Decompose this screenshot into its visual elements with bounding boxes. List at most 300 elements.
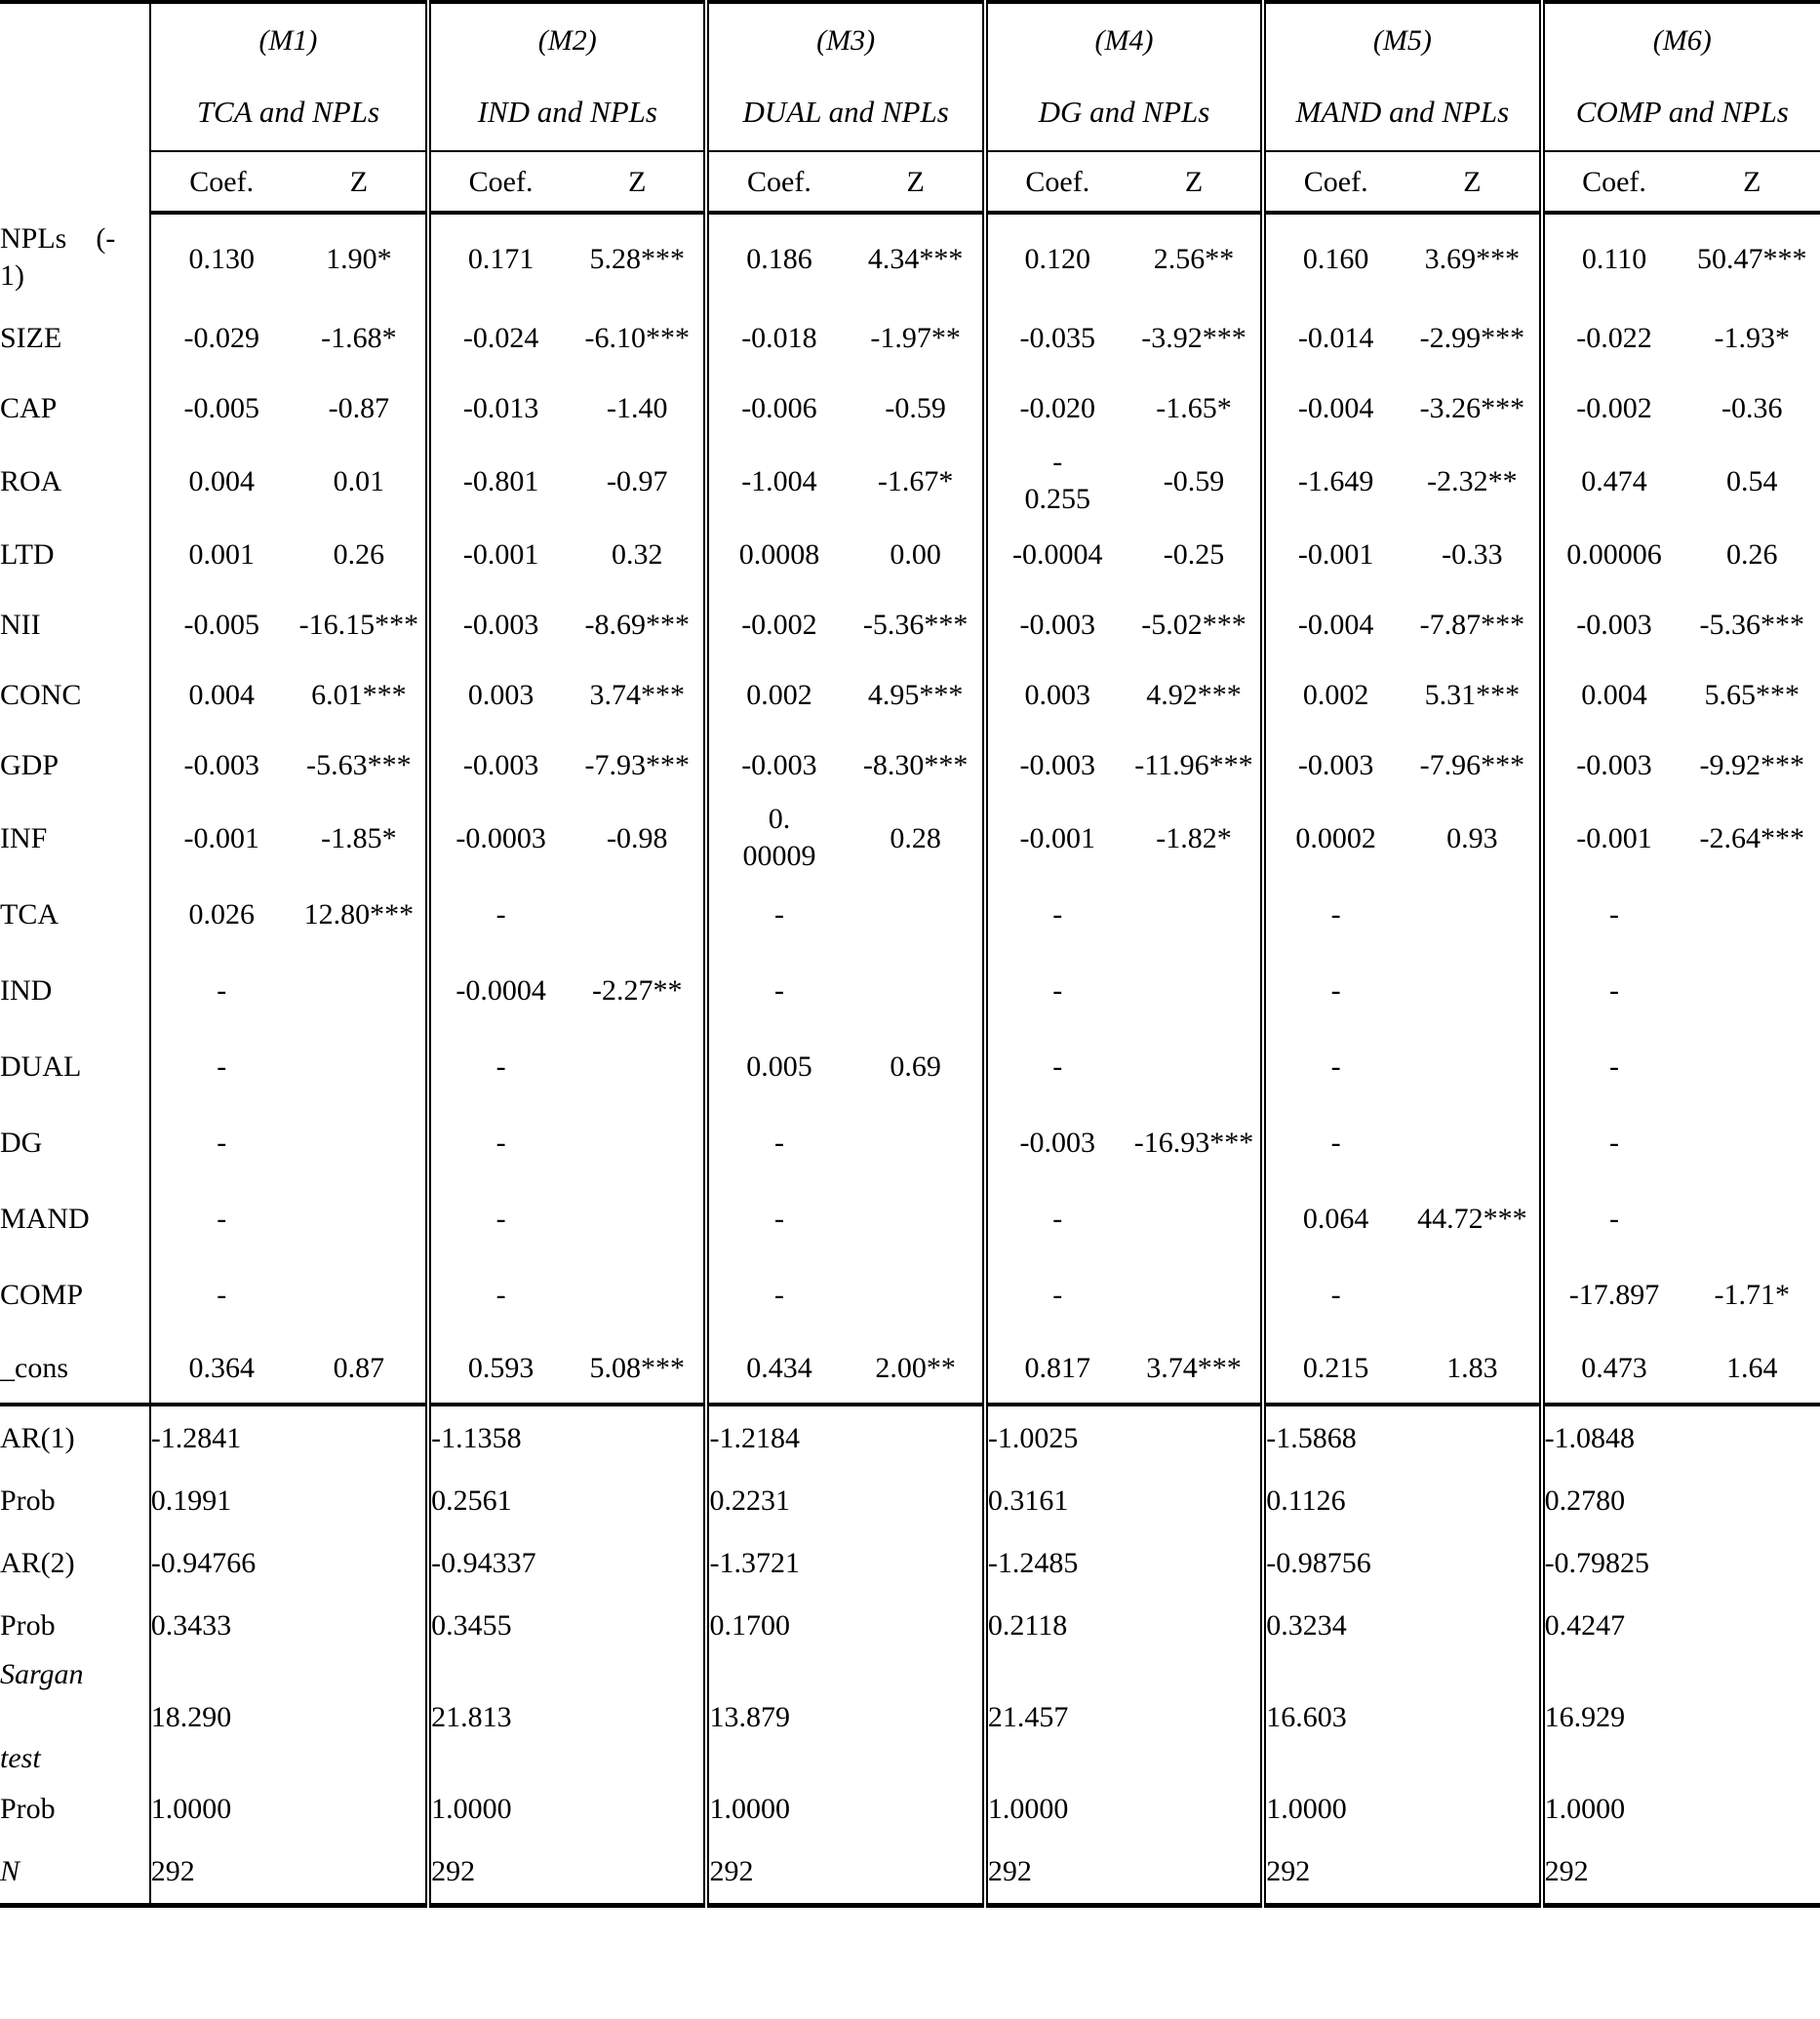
cell-z — [1128, 952, 1263, 1028]
stat-value: -1.1358 — [428, 1405, 706, 1469]
cell-coef: -0.006 — [706, 373, 849, 443]
stat-value: -0.94337 — [428, 1531, 706, 1594]
coef-subheader-2: Coef. — [428, 151, 571, 213]
cell-z: -5.36*** — [1699, 608, 1804, 641]
row-label-ltd: LTD — [0, 519, 150, 589]
row-label-cap: CAP — [0, 373, 150, 443]
cell-z: -16.15*** — [298, 608, 419, 641]
cell-coef: 0.434 — [706, 1332, 849, 1405]
cell-coef: -17.897 — [1542, 1256, 1684, 1332]
cell-z: 0.69 — [890, 1049, 941, 1083]
coef-subheader-1: Coef. — [150, 151, 293, 213]
stat-value: 1.0000 — [1542, 1778, 1820, 1841]
stat-value: 0.3161 — [985, 1469, 1263, 1531]
cell-z: 1.90* — [326, 242, 392, 275]
cell-z: 0.87 — [293, 1332, 428, 1405]
stat-label-prob: Prob — [0, 1778, 150, 1841]
cell-z: 5.65*** — [1704, 678, 1800, 711]
cell-coef: -0.003 — [985, 589, 1128, 659]
cell-z: -0.33 — [1442, 537, 1503, 571]
cell-coef: - — [150, 1256, 293, 1332]
cell-z — [1405, 952, 1541, 1028]
cell-coef: 0.064 — [1263, 1180, 1405, 1256]
cell-coef: 0.004 — [150, 443, 293, 519]
cell-z: -1.82* — [1156, 821, 1232, 854]
cell-coef: - — [985, 1028, 1128, 1104]
cell-coef: - — [428, 876, 571, 952]
stat-value: 13.879 — [706, 1656, 984, 1778]
row-label-tca: TCA — [0, 876, 150, 952]
cell-z — [1405, 1028, 1541, 1104]
stat-value: 1.0000 — [428, 1778, 706, 1841]
cell-coef: - — [985, 876, 1128, 952]
coef-subheader-4: Coef. — [985, 151, 1128, 213]
cell-z: 0.93 — [1446, 821, 1498, 854]
row-label-inf: INF — [0, 800, 150, 876]
stat-label-ar-2-: AR(2) — [0, 1531, 150, 1594]
cell-coef: 0.473 — [1542, 1332, 1684, 1405]
cell-coef: 0.026 — [150, 876, 293, 952]
cell-z: 1.83 — [1405, 1332, 1541, 1405]
cell-coef: 0.120 — [985, 213, 1128, 302]
stat-value: 18.290 — [150, 1656, 428, 1778]
cell-z — [1128, 876, 1263, 952]
cell-coef: 0.002 — [1263, 659, 1405, 730]
cell-z — [571, 876, 706, 952]
cell-coef: 0.817 — [985, 1332, 1128, 1405]
stat-label-sargan-test — [0, 1656, 150, 1778]
cell-coef: 0.005 — [706, 1028, 849, 1104]
stat-value: -1.2485 — [985, 1531, 1263, 1594]
cell-z: -0.25 — [1163, 537, 1225, 571]
coef-subheader-3: Coef. — [706, 151, 849, 213]
cell-z: -0.98 — [607, 821, 668, 854]
cell-coef: - — [1263, 952, 1405, 1028]
stat-value: 292 — [428, 1841, 706, 1906]
cell-z: 44.72*** — [1417, 1202, 1527, 1235]
cell-coef: -0.003 — [985, 730, 1128, 800]
cell-coef: -0.018 — [706, 302, 849, 373]
cell-coef: 0.00006 — [1542, 519, 1684, 589]
cell-z: -1.68* — [321, 321, 397, 354]
cell-z: -1.40 — [607, 391, 668, 424]
cell-z — [849, 876, 984, 952]
coef-line1: - — [1052, 445, 1063, 478]
stat-value: 1.0000 — [985, 1778, 1263, 1841]
stat-value: -0.98756 — [1263, 1531, 1541, 1594]
row-label-size: SIZE — [0, 302, 150, 373]
cell-coef: -0.029 — [150, 302, 293, 373]
stat-value: 0.2780 — [1542, 1469, 1820, 1531]
row-label-mand: MAND — [0, 1180, 150, 1256]
cell-coef: -0.035 — [985, 302, 1128, 373]
cell-coef: 0.171 — [428, 213, 571, 302]
cell-z: -0.59 — [1163, 464, 1225, 497]
cell-z — [571, 1180, 706, 1256]
coef-line2: 00009 — [742, 840, 816, 872]
cell-z: 6.01*** — [311, 678, 407, 711]
cell-z — [293, 1028, 428, 1104]
model-subtitle: DG and NPLs — [1038, 95, 1210, 130]
cell-z: -1.93* — [1714, 321, 1790, 354]
stat-row — [0, 1531, 1820, 1594]
cell-coef: - — [1542, 876, 1684, 952]
cell-coef: -0.005 — [150, 373, 293, 443]
cell-z — [1405, 1104, 1541, 1180]
cell-z — [571, 1104, 706, 1180]
cell-coef: 0.003 — [428, 659, 571, 730]
model-header-5 — [1263, 2, 1541, 151]
cell-coef: 0.004 — [150, 659, 293, 730]
cell-coef: -0.003 — [428, 730, 571, 800]
cell-coef: - — [1263, 876, 1405, 952]
z-subheader-3: Z — [849, 151, 984, 213]
cell-coef: - — [1542, 1028, 1684, 1104]
cell-coef: 0.002 — [706, 659, 849, 730]
stat-value: 292 — [1263, 1841, 1541, 1906]
cell-z: -0.97 — [607, 464, 668, 497]
cell-z: 4.34*** — [867, 242, 964, 275]
cell-z — [1684, 876, 1820, 952]
cell-coef: -0.001 — [985, 800, 1128, 876]
row-label-dual: DUAL — [0, 1028, 150, 1104]
cell-z: 3.74*** — [589, 678, 685, 711]
cell-z: 0.54 — [1726, 464, 1778, 497]
cell-z — [293, 952, 428, 1028]
cell-coef: -0.0004 — [428, 952, 571, 1028]
cell-coef: 0.0008 — [706, 519, 849, 589]
cell-coef: -0.013 — [428, 373, 571, 443]
cell-coef: 0.215 — [1263, 1332, 1405, 1405]
cell-z — [1128, 1256, 1263, 1332]
cell-coef: -0.003 — [1542, 589, 1684, 659]
stat-row — [0, 1656, 1820, 1778]
cell-coef: - — [706, 1256, 849, 1332]
cell-z — [849, 1180, 984, 1256]
stat-value: -1.2841 — [150, 1405, 428, 1469]
table-row — [0, 302, 1820, 373]
model-header-3 — [706, 2, 984, 151]
cell-z — [1684, 1028, 1820, 1104]
stat-value: -1.3721 — [706, 1531, 984, 1594]
model-subtitle: DUAL and NPLs — [742, 95, 949, 130]
cell-z: 0.01 — [333, 464, 385, 497]
stat-row — [0, 1841, 1820, 1906]
stat-value: -1.0025 — [985, 1405, 1263, 1469]
cell-coef: -0.001 — [1263, 519, 1405, 589]
table-row — [0, 519, 1820, 589]
stat-value: -1.2184 — [706, 1405, 984, 1469]
cell-z: 0.26 — [1726, 537, 1778, 571]
z-subheader-4: Z — [1128, 151, 1263, 213]
header-model-row — [0, 2, 1820, 151]
stat-value: 1.0000 — [1263, 1778, 1541, 1841]
stat-value: -1.0848 — [1542, 1405, 1820, 1469]
stat-value: 0.1991 — [150, 1469, 428, 1531]
cell-z: -5.36*** — [862, 608, 969, 641]
header-subcol-row — [0, 151, 1820, 213]
stat-value: 292 — [985, 1841, 1263, 1906]
row-label-npls-1- — [0, 213, 150, 302]
cell-coef: 0.0002 — [1263, 800, 1405, 876]
row-label-dg: DG — [0, 1104, 150, 1180]
row-label-line1: NPLs (- — [0, 221, 116, 255]
cell-z: -1.97** — [870, 321, 961, 354]
coef-subheader-5: Coef. — [1263, 151, 1405, 213]
table-row — [0, 373, 1820, 443]
cell-z: 12.80*** — [303, 897, 415, 930]
stat-value: -0.79825 — [1542, 1531, 1820, 1594]
cell-coef: -1.004 — [706, 443, 849, 519]
cell-coef: -0.001 — [428, 519, 571, 589]
row-label-comp: COMP — [0, 1256, 150, 1332]
row-label-line2: 1) — [0, 259, 24, 292]
row-label--cons: _cons — [0, 1332, 150, 1405]
cell-coef: 0.001 — [150, 519, 293, 589]
cell-coef: 0.474 — [1542, 443, 1684, 519]
cell-coef: - — [1542, 952, 1684, 1028]
cell-z: -2.99*** — [1419, 321, 1525, 354]
cell-coef: -0.003 — [1542, 730, 1684, 800]
cell-z: 5.31*** — [1424, 678, 1521, 711]
cell-coef: - — [1263, 1028, 1405, 1104]
table-row — [0, 730, 1820, 800]
row-label-ind: IND — [0, 952, 150, 1028]
table-row — [0, 659, 1820, 730]
cell-coef: - — [428, 1256, 571, 1332]
cell-z: -6.10*** — [584, 321, 690, 354]
table-row — [0, 800, 1820, 876]
cell-z: 3.69*** — [1424, 242, 1521, 275]
stat-value: 21.813 — [428, 1656, 706, 1778]
model-subtitle: IND and NPLs — [477, 95, 657, 130]
stat-value: 0.1700 — [706, 1594, 984, 1656]
model-id: (M1) — [258, 23, 318, 57]
z-subheader-1: Z — [293, 151, 428, 213]
cell-coef: -0.001 — [150, 800, 293, 876]
cell-z — [293, 1180, 428, 1256]
stat-value: 292 — [1542, 1841, 1820, 1906]
cell-coef: 0.364 — [150, 1332, 293, 1405]
cell-coef: - — [706, 1180, 849, 1256]
cell-coef: - — [150, 1180, 293, 1256]
cell-coef: 0.004 — [1542, 659, 1684, 730]
cell-coef: -0.003 — [428, 589, 571, 659]
cell-z: 0.00 — [890, 537, 941, 571]
cell-coef: -0.0003 — [428, 800, 571, 876]
cell-z: -7.93*** — [584, 748, 690, 781]
stat-value: 16.929 — [1542, 1656, 1820, 1778]
cell-z: 1.64 — [1684, 1332, 1820, 1405]
cell-z: -0.59 — [885, 391, 946, 424]
table-row — [0, 443, 1820, 519]
cell-z — [571, 1028, 706, 1104]
table-row — [0, 952, 1820, 1028]
model-id: (M5) — [1372, 23, 1432, 57]
cell-z — [1684, 1104, 1820, 1180]
model-id: (M2) — [537, 23, 597, 57]
cell-coef: 0.593 — [428, 1332, 571, 1405]
cell-z — [1128, 1180, 1263, 1256]
coef-line1: 0. — [768, 802, 791, 835]
cell-z: 4.95*** — [867, 678, 964, 711]
model-subtitle: TCA and NPLs — [196, 95, 380, 130]
cell-coef: -0.003 — [150, 730, 293, 800]
stat-value: 0.3455 — [428, 1594, 706, 1656]
stat-value: -1.5868 — [1263, 1405, 1541, 1469]
stat-label-line2: test — [0, 1742, 41, 1775]
z-subheader-2: Z — [571, 151, 706, 213]
cell-coef: - — [706, 952, 849, 1028]
table-row — [0, 1028, 1820, 1104]
cell-z: -5.02*** — [1141, 608, 1246, 641]
cell-coef: -0.801 — [428, 443, 571, 519]
cell-z: -9.92*** — [1699, 748, 1804, 781]
z-subheader-6: Z — [1684, 151, 1820, 213]
cell-z: 5.08*** — [571, 1332, 706, 1405]
table-row — [0, 1104, 1820, 1180]
cell-z: -0.87 — [328, 391, 390, 424]
cell-coef: -0.004 — [1263, 373, 1405, 443]
table-row — [0, 1256, 1820, 1332]
stat-row — [0, 1594, 1820, 1656]
cell-coef: 0.130 — [150, 213, 293, 302]
cell-coef: - — [428, 1104, 571, 1180]
stat-value: 1.0000 — [706, 1778, 984, 1841]
cell-z: -2.64*** — [1699, 821, 1804, 854]
model-id: (M3) — [816, 23, 876, 57]
cell-coef: - — [150, 952, 293, 1028]
cell-coef: -0.0004 — [985, 519, 1128, 589]
cell-z: -5.63*** — [306, 748, 412, 781]
cell-z: 2.00** — [849, 1332, 984, 1405]
stat-value: 0.3433 — [150, 1594, 428, 1656]
cell-coef: -1.649 — [1263, 443, 1405, 519]
cell-coef: -0.002 — [706, 589, 849, 659]
cell-coef: -0.024 — [428, 302, 571, 373]
cell-z: 2.56** — [1153, 242, 1235, 275]
stat-value: 0.4247 — [1542, 1594, 1820, 1656]
cell-coef: - — [1542, 1104, 1684, 1180]
stat-label-line1: Sargan — [0, 1658, 84, 1690]
model-id: (M4) — [1094, 23, 1154, 57]
cell-coef: - — [1542, 1180, 1684, 1256]
coef-line2: 0.255 — [1024, 483, 1091, 515]
cell-coef: -0.022 — [1542, 302, 1684, 373]
model-id: (M6) — [1652, 23, 1712, 57]
cell-coef: 0.186 — [706, 213, 849, 302]
stat-value: 0.2118 — [985, 1594, 1263, 1656]
cell-z — [849, 952, 984, 1028]
stat-value: 292 — [150, 1841, 428, 1906]
cell-z: 3.74*** — [1128, 1332, 1263, 1405]
cell-z: -1.85* — [321, 821, 397, 854]
cell-coef: - — [706, 1104, 849, 1180]
stat-row — [0, 1405, 1820, 1469]
cell-coef: -0.003 — [985, 1104, 1128, 1180]
coef-subheader-6: Coef. — [1542, 151, 1684, 213]
cell-coef: -0.020 — [985, 373, 1128, 443]
stat-value: 292 — [706, 1841, 984, 1906]
cell-coef: - — [428, 1028, 571, 1104]
model-header-4 — [985, 2, 1263, 151]
stat-value: 16.603 — [1263, 1656, 1541, 1778]
cell-coef — [985, 443, 1128, 519]
stat-row — [0, 1778, 1820, 1841]
table-row — [0, 213, 1820, 302]
cell-coef: -0.003 — [1263, 730, 1405, 800]
cell-coef: -0.003 — [706, 730, 849, 800]
cell-z — [1684, 1180, 1820, 1256]
cell-coef: - — [150, 1104, 293, 1180]
cell-coef: - — [1263, 1256, 1405, 1332]
cell-coef: - — [428, 1180, 571, 1256]
cell-z — [1405, 876, 1541, 952]
model-header-2 — [428, 2, 706, 151]
cell-z — [293, 1256, 428, 1332]
row-label-roa: ROA — [0, 443, 150, 519]
cell-coef: - — [150, 1028, 293, 1104]
stat-value: 0.2561 — [428, 1469, 706, 1531]
cell-coef: - — [985, 952, 1128, 1028]
model-header-6 — [1542, 2, 1820, 151]
stat-label-n: N — [0, 1841, 150, 1906]
model-header-1 — [150, 2, 428, 151]
cell-z: -16.93*** — [1133, 1126, 1254, 1159]
cell-z: -1.71* — [1714, 1278, 1790, 1311]
corner-cell — [0, 2, 150, 213]
cell-coef: 0.110 — [1542, 213, 1684, 302]
table-row — [0, 1180, 1820, 1256]
stat-row — [0, 1469, 1820, 1531]
stat-label-prob: Prob — [0, 1594, 150, 1656]
table-row — [0, 589, 1820, 659]
cell-z: -2.32** — [1427, 464, 1518, 497]
cell-coef: -0.014 — [1263, 302, 1405, 373]
cell-coef: -0.002 — [1542, 373, 1684, 443]
cell-z: -3.92*** — [1141, 321, 1246, 354]
cell-coef: 0.160 — [1263, 213, 1405, 302]
cell-z: 0.28 — [890, 821, 941, 854]
stat-value: -0.94766 — [150, 1531, 428, 1594]
model-subtitle: COMP and NPLs — [1575, 95, 1789, 130]
model-subtitle: MAND and NPLs — [1295, 95, 1510, 130]
cell-z — [1405, 1256, 1541, 1332]
cell-z: -2.27** — [592, 973, 683, 1007]
cell-z: -7.96*** — [1419, 748, 1525, 781]
stat-value: 0.3234 — [1263, 1594, 1541, 1656]
cell-z — [849, 1256, 984, 1332]
stat-value: 1.0000 — [150, 1778, 428, 1841]
cell-coef — [706, 800, 849, 876]
cell-coef: - — [985, 1256, 1128, 1332]
cell-coef: - — [706, 876, 849, 952]
cell-z: 5.28*** — [589, 242, 685, 275]
cell-z: 0.26 — [333, 537, 385, 571]
cell-z — [1684, 952, 1820, 1028]
cell-coef: 0.003 — [985, 659, 1128, 730]
table-row — [0, 1332, 1820, 1405]
cell-z: -3.26*** — [1419, 391, 1525, 424]
stat-label-ar-1-: AR(1) — [0, 1405, 150, 1469]
cell-z: -0.36 — [1721, 391, 1783, 424]
row-label-conc: CONC — [0, 659, 150, 730]
z-subheader-5: Z — [1405, 151, 1541, 213]
cell-z — [849, 1104, 984, 1180]
cell-coef: -0.001 — [1542, 800, 1684, 876]
stat-label-prob: Prob — [0, 1469, 150, 1531]
cell-z: -1.65* — [1156, 391, 1232, 424]
